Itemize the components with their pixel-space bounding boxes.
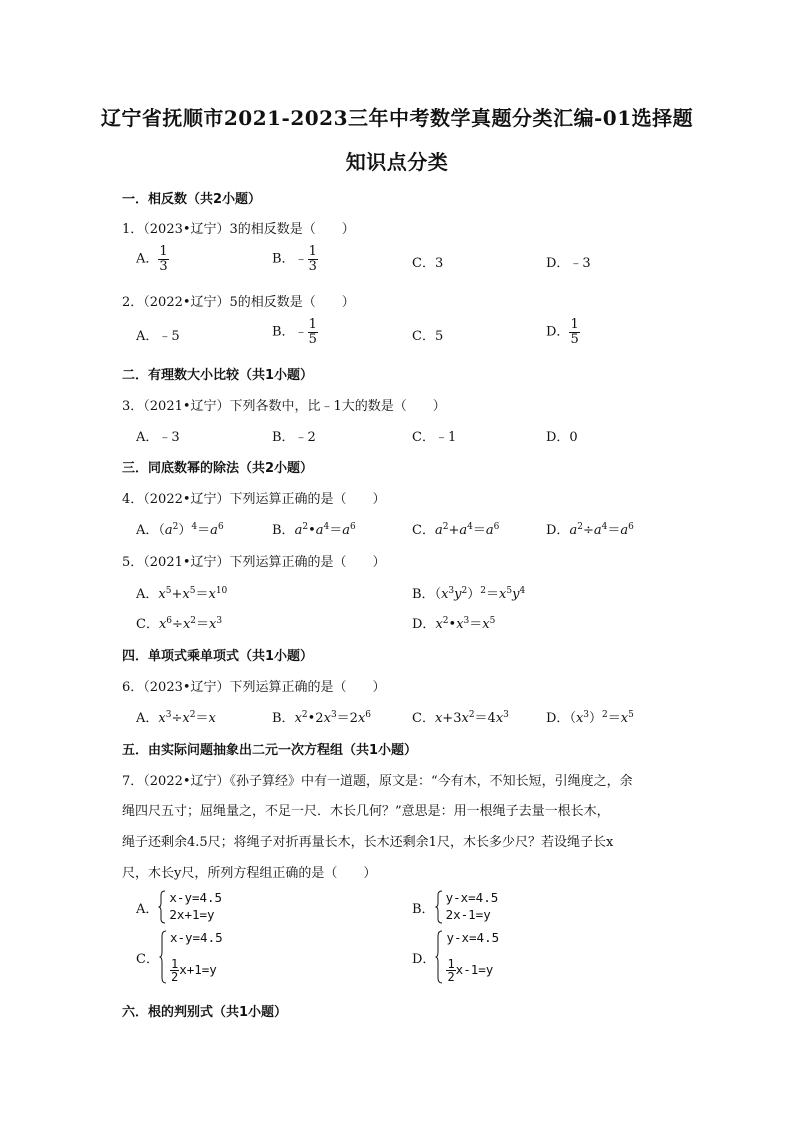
equation-system: y-x=4.5 2x-1=y <box>435 890 499 924</box>
brace-icon <box>435 930 443 984</box>
q2-option-a: A．﹣5 <box>136 329 180 344</box>
brace-icon <box>159 930 167 984</box>
q1-option-b: B．﹣ $\frac{1}{3}$ <box>272 244 317 274</box>
question-1-stem: 1．（2023•辽宁）3的相反数是（ ） <box>122 222 355 237</box>
section-heading-5: 五．由实际问题抽象出二元一次方程组（共1小题） <box>122 743 418 758</box>
q6-option-a: A．$x^3\div x^2=x$ <box>136 710 216 726</box>
fraction: $\frac{1}{2}$ <box>170 956 179 985</box>
question-7-line1: 7．（2022•辽宁）《孙子算经》中有一道题，原文是：“今有木，不知长短，引绳度之，余 <box>122 774 633 789</box>
question-5-stem: 5．（2021•辽宁）下列运算正确的是（ ） <box>122 555 386 570</box>
section-heading-3: 三．同底数幂的除法（共2小题） <box>122 461 314 476</box>
fraction: $\frac{1}{3}$ <box>159 244 168 274</box>
q2-option-d: D． $\frac{1}{5}$ <box>546 317 579 347</box>
brace-icon <box>158 890 166 924</box>
page-title-line1: 辽宁省抚顺市2021-2023三年中考数学真题分类汇编-01选择题 <box>100 106 694 130</box>
q7-option-c: C． x-y=4.5 $\frac{1}{2}$ x+1=y <box>136 930 223 985</box>
equation-system: y-x=4.5 $\frac{1}{2}$ x-1=y <box>435 930 499 984</box>
q3-option-b: B．﹣2 <box>272 430 316 445</box>
equation-system: x-y=4.5 2x+1=y <box>158 890 222 924</box>
q7-option-a: A． x-y=4.5 2x+1=y <box>136 890 223 923</box>
q4-option-c: C．$a^2+a^4=a^6$ <box>412 522 500 538</box>
question-3-stem: 3．（2021•辽宁）下列各数中，比﹣1大的数是（ ） <box>122 399 446 414</box>
q6-option-c: C．$x+3x^2=4x^3$ <box>412 710 509 726</box>
q5-option-d: D．$x^2•x^3=x^5$ <box>412 616 496 632</box>
q5-option-b: B．$(x^3y^2)^2=x^5y^4$ <box>412 586 526 602</box>
q1-option-a: A． $\frac{1}{3}$ <box>136 244 168 274</box>
q6-option-b: B．$x^2•2x^3=2x^6$ <box>272 710 372 726</box>
q4-option-b: B．$a^2•a^4=a^6$ <box>272 522 356 538</box>
q2-option-b: B．﹣ $\frac{1}{5}$ <box>272 317 317 347</box>
q5-option-a: A．$x^5+x^5=x^{10}$ <box>136 586 228 602</box>
section-heading-4: 四．单项式乘单项式（共1小题） <box>122 649 314 664</box>
q4-option-a: A．$(a^2)^4=a^6$ <box>136 522 224 538</box>
question-4-stem: 4．（2022•辽宁）下列运算正确的是（ ） <box>122 492 386 507</box>
fraction: $\frac{1}{3}$ <box>308 244 317 274</box>
question-6-stem: 6．（2023•辽宁）下列运算正确的是（ ） <box>122 680 386 695</box>
section-heading-2: 二．有理数大小比较（共1小题） <box>122 368 314 383</box>
question-2-stem: 2．（2022•辽宁）5的相反数是（ ） <box>122 295 355 310</box>
q3-option-a: A．﹣3 <box>136 430 180 445</box>
fraction: $\frac{1}{5}$ <box>308 317 317 347</box>
fraction: $\frac{1}{5}$ <box>570 317 579 347</box>
fraction: $\frac{1}{2}$ <box>447 956 455 985</box>
page-title-line2: 知识点分类 <box>345 150 449 174</box>
q1-option-c: C．3 <box>412 256 444 271</box>
brace-icon <box>435 890 443 924</box>
question-7-line3: 绳子还剩余4.5尺；将绳子对折再量长木，长木还剩余1尺，木长多少尺？若设绳子长x <box>122 835 614 850</box>
equation-system: x-y=4.5 $\frac{1}{2}$ x+1=y <box>159 930 223 984</box>
q1-option-d: D．﹣3 <box>546 256 591 271</box>
q2-option-c: C．5 <box>412 329 444 344</box>
section-heading-1: 一．相反数（共2小题） <box>122 192 262 207</box>
q7-option-b: B． y-x=4.5 2x-1=y <box>412 890 499 923</box>
q6-option-d: D．$(x^3)^2=x^5$ <box>546 710 634 726</box>
q3-option-c: C．﹣1 <box>412 430 457 445</box>
q4-option-d: D．$a^2\div a^4=a^6$ <box>546 522 634 538</box>
question-7-line2: 绳四尺五寸；屈绳量之，不足一尺．木长几何？”意思是：用一根绳子去量一根长木， <box>122 804 610 819</box>
section-heading-6: 六．根的判别式（共1小题） <box>122 1005 288 1020</box>
q5-option-c: C．$x^6\div x^2=x^3$ <box>136 616 223 632</box>
question-7-line4: 尺，木长y尺，所列方程组正确的是（ ） <box>122 866 377 881</box>
q3-option-d: D．0 <box>546 430 578 445</box>
q7-option-d: D． y-x=4.5 $\frac{1}{2}$ x-1=y <box>412 930 500 985</box>
